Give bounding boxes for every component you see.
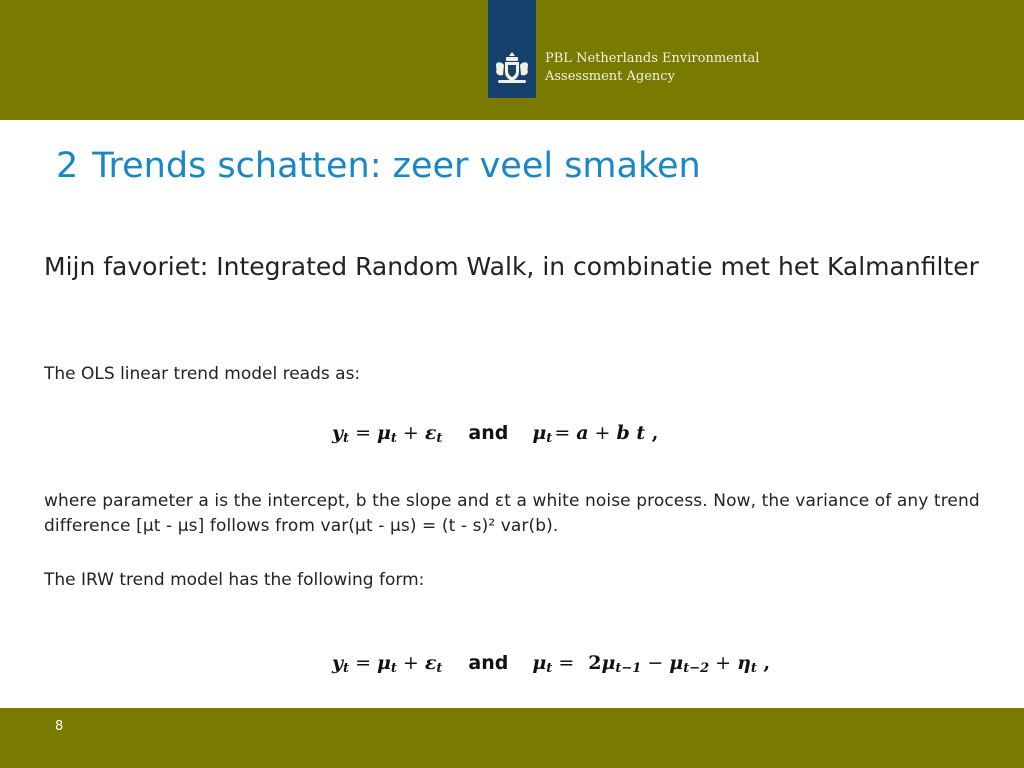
irw-formula: $y_t = \mu_t + \varepsilon_t$ and $\mu_t = 2\mu_{t-1} - \mu_{t-2} + \eta_t$ , <box>332 652 771 676</box>
irw-intro-text: The IRW trend model has the following form: <box>44 570 425 590</box>
ols-formula: $y_t = \mu_t + \varepsilon_t$ and $\mu_t = a + b$ t , <box>332 422 659 446</box>
formula-and-text: and <box>468 422 509 444</box>
title-text: Trends schatten: zeer veel smaken <box>92 146 701 186</box>
section-number: 2 <box>56 146 79 186</box>
org-name <box>545 50 805 86</box>
variance-explanation-text: where parameter a is the intercept, b the slope and εt a white noise process. Now, the variance of any trend difference [μt - μs] follows from var(μt - μs) = (t - s)² var(b). <box>44 491 980 536</box>
slide-subtitle: Mijn favoriet: Integrated Random Walk, in combinatie met het Kalmanfilter <box>44 252 979 281</box>
formula-and-text-2: and <box>468 652 509 674</box>
footer-band <box>0 708 1024 768</box>
page-number: 8 <box>55 719 64 734</box>
logo-block <box>488 0 536 98</box>
org-name-line2: Assessment Agency <box>545 69 675 84</box>
org-name-line1: PBL Netherlands Environmental <box>545 51 760 66</box>
slide-title <box>56 146 701 186</box>
ols-intro-text: The OLS linear trend model reads as: <box>44 364 361 384</box>
royal-coat-of-arms-icon <box>492 50 532 86</box>
